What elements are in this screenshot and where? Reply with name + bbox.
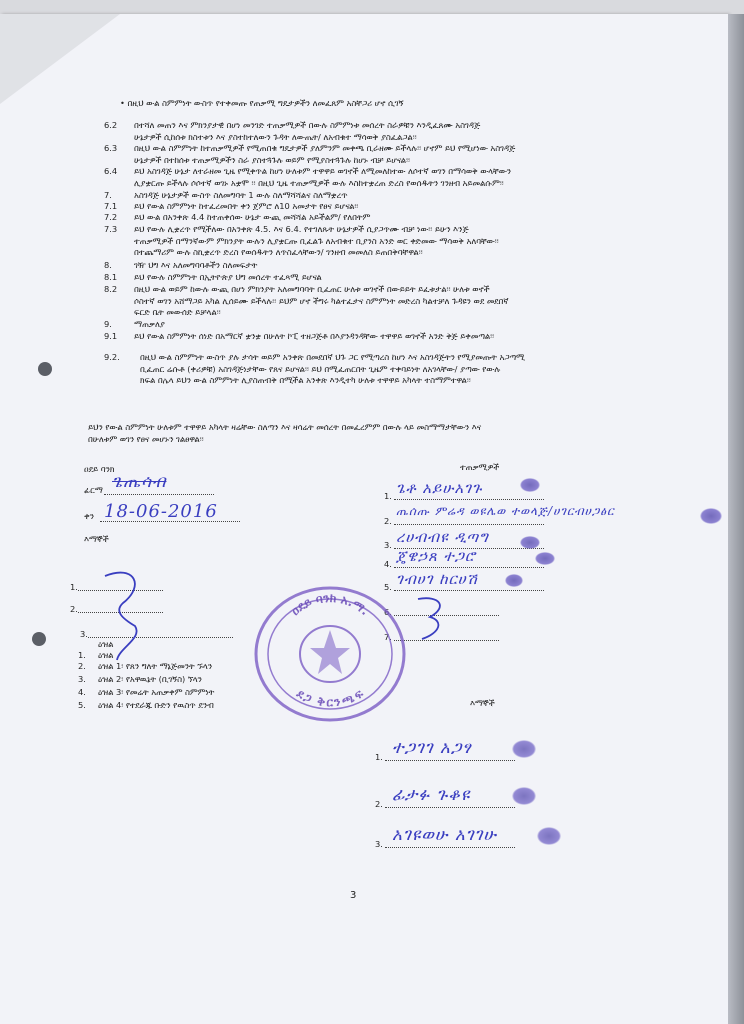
clause-number: 9.1 (104, 331, 118, 341)
bank-title: ዐደይ ባንክ (84, 464, 115, 474)
member-signature: ጌቶ አይሁአገጉ (396, 479, 483, 497)
clause-line: ሊያቋርጡ ይችላሉ ሶሶተኛ ወገኑ አቋሞ ፡፡ በዚህ ጊዜ ተጠቃሚዎች ውሉ እስከተቋረጠ ድረስ የወሰዱትን ገንዘብ አይመልሱም፡፡ (134, 177, 504, 188)
member-signature: ጄዌኃጸ ተጋሮ (396, 547, 476, 565)
page-number: 3 (350, 890, 357, 901)
clause-line: በዚህ ውል ወይም ከውሉ ውጪ በሆነ ምክንያት አለመግባባት ቢፈጠር ሁለቱ ወገኖች በውይይት ይፈቱታል፡፡ ሁለቱ ወኖች (134, 284, 490, 294)
sign-line (104, 494, 214, 495)
attachment-item: ዕዝል 2፡ የአዋዉኔት (ቢገኝስ) ኘላን (98, 674, 202, 684)
clause-number: 8.2 (104, 284, 118, 294)
clause-number: 6.3 (104, 143, 118, 153)
left-witness-num: 3. (80, 629, 88, 639)
left-witness-num: 2. (70, 604, 78, 614)
member-num: 1. (384, 491, 392, 501)
member-line (394, 524, 544, 525)
bottom-witness-line (385, 760, 515, 761)
punch-hole (32, 632, 46, 646)
clause-number: 8. (104, 260, 112, 270)
clause-number: 7.1 (104, 201, 118, 211)
thumbprint (512, 740, 536, 758)
member-num: 2. (384, 516, 392, 526)
clause-number: 7. (104, 190, 112, 200)
date-value: 18-06-2016 (104, 501, 218, 522)
clause-line: ይህ ውል በአንቀጽ 4.4 ከተጠቀሰው ሁኔታ ውጪ መሻሻል አይችልም/ የለበትም (134, 212, 371, 222)
intro-line: • በዚህ ውል ስምምነት ውስጥ የተቀመጡ የጠቃሚ ግዴታዎችን ለመፈጸም አስቸጋሪ ሆኖ ሲገኝ (120, 98, 404, 108)
clause-line: ይህ የውል ስምምነት ሰነድ በአማርኛ ቋንቋ በሁለት ኮፒ ተዘጋጅቶ በእያንዳንዳቸው ተዋዋይ ወገኖች አንድ ቅጅ ይቀመጣል፡፡ (134, 331, 495, 341)
clause-line: ተጠቃሚዎች በማንኛውም ምክንያት ውሉን ሊያቋርጡ ቢፈልጉ ለአብቁተ ቢያንስ አንድ ወር ቀድመው ማሳወቅ አለባቸው፡፡ (134, 235, 499, 246)
bottom-witness-title: እማኞች (470, 698, 495, 708)
member-line (394, 567, 544, 568)
closing-line-2: በሁለቱም ወገን የፀና መሆኑን ገልፀዋል፡፡ (88, 434, 204, 444)
attachment-num: 2. (78, 661, 86, 671)
svg-text:ዐደይ ባንክ አ.ማ. (288, 591, 371, 618)
member-scribble (410, 595, 460, 645)
left-witness-title: እማኞች (84, 534, 109, 544)
member-signature: ገብሀገ ከርሀሽ (396, 570, 478, 588)
attachment-num: 4. (78, 687, 86, 697)
bottom-witness-line (385, 847, 515, 848)
clause-number: 9. (104, 319, 112, 329)
bottom-witness-num: 2. (375, 799, 383, 809)
clause-line: ይህ የውል ስምምነት ከተፈረመበት ቀን ጀምሮ ለ10 አመታት የፀና ይሆናል፡፡ (134, 201, 359, 211)
thumbprint (535, 552, 555, 565)
clause-line: ማጠቃለያ (134, 319, 165, 329)
bottom-witness-signature: ፊታፉ ጉቆዩ (392, 785, 471, 805)
attachments-title: ዕዝል (98, 639, 114, 649)
clause-line: ቢፈጠር ሬሱቶ (ቀሪዎቹ) አስገዳጅነታቸው የጸና ይሆናል፡፡ ይህ በሚፈጠርበት ጊዜም ተቀባይነት ለአገላቸው/ ያጣው የውሉ (140, 363, 501, 374)
attachment-item: ዕዝል 3፡ የመሬት አጠቃቀም ስምምነት (98, 687, 215, 697)
bottom-witness-num: 1. (375, 752, 383, 762)
member-signature: ጤሰጡ ምሬዳ ወዩሌወ ተወላጅ/ሀገርብሀጋፅር (396, 504, 615, 518)
attachment-item: ዕዝል (98, 650, 114, 660)
member-num: 7. (384, 632, 392, 642)
clause-line: ይህ የውሉ ስምምነት በኢትዮጵያ ህግ መሰረት ተፈጻሚ ይሆናል (134, 272, 322, 282)
clause-line: በዚህ ውል ስምምነት ከተጠቃሚዎች የሚጠበቁ ግዴታዎች ያለምንም መቀጫ ቢራዘሙ ይችላሉ፡፡ ሆኖም ይህ የሚሆነው አስገዳጅ (134, 143, 516, 153)
clause-line: ገዥ ህግ እና አለመግባባቶችን ስለመፍታት (134, 260, 258, 270)
clause-line: አስገዳጅ ሁኔታዎች ውስጥ ስለመግባት 1 ውሉ ስለማሻሻልና ስለማቋረጥ (134, 190, 348, 200)
clause-line: በዚህ ውል ስምምነት ውስጥ ያሉ ታሳት ወይም አንቀጽ በመደበኛ ህጉ ጋር የሚጣረስ ከሆነ እና አስገዳጅትን የሚያመጡት አጋጣሚ (140, 352, 525, 362)
member-line (394, 590, 544, 591)
member-num: 6. (384, 607, 392, 617)
bottom-witness-signature: አገዩወሁ አገገሁ (392, 825, 497, 845)
punch-hole (38, 362, 52, 376)
closing-line-1: ይህን የውል ስምምነት ሁለቱም ተዋዋይ አካላት ዛሬቸው ስለጣን እና ዛሳሬት መሰረት በመፈረምም በውሉ ላይ መስማማታቸውን እና (88, 422, 482, 432)
clause-line: ይህ አስገዳጅ ሁኔታ ለተራዘመ ጊዜ የሚቀጥል ከሆነ ሁለቱም ተዋዋይ ወገኖች ለሚመለከተው ለሶተኛ ወገን በማሳወቅ ውላቸውን (134, 166, 512, 176)
beneficiaries-title: ተጠቃሚዎች (460, 462, 500, 472)
bottom-witness-line (385, 807, 515, 808)
clause-line: ፍርድ ቤት መውሰድ ይቻላል፡፡ (134, 307, 221, 317)
clause-number: 6.4 (104, 166, 118, 176)
attachment-item: ዕዝል 4፡ የተደራጁ ቡድን የዉስጥ ደንብ (98, 700, 214, 710)
folded-corner (0, 14, 120, 104)
clause-line: በተጨማሪም ውሉ ስኪቋረጥ ድረስ የወሰዱትን ለጥስፈላቸውን/ ገንዘብ መመለስ ይጠበቅባቸዋል፡፡ (134, 247, 423, 257)
attachment-num: 1. (78, 650, 86, 660)
clause-number: 9.2. (104, 352, 120, 362)
member-num: 5. (384, 582, 392, 592)
stamp-bottom-text: ደጋ ቅርንጫፍ (294, 686, 366, 710)
clause-number: 6.2 (104, 120, 118, 130)
clause-number: 7.2 (104, 212, 118, 222)
clause-line: ሁኔታዎች በተከሰቱ ተጠቃሚዎችን ስራ ያስተጓጉሉ ወይም የሚያስተጓጉሉ ከሆኑ ብቻ ይሆናል፡፡ (134, 154, 410, 165)
member-num: 3. (384, 540, 392, 550)
bottom-witness-signature: ተጋገገ አጋፃ (392, 738, 472, 758)
bank-stamp (250, 582, 410, 722)
thumbprint (700, 508, 722, 524)
svg-text:ደጋ ቅርንጫፍ (293, 686, 365, 710)
thumbprint (520, 536, 540, 549)
clause-number: 7.3 (104, 224, 118, 234)
bank-signature: ጌጤሳብ (112, 472, 167, 492)
stamp-top-text: ዐደይ ባንክ አ.ማ. (288, 590, 372, 619)
clause-line: ክፍል በሌላ ይህን ውል ስምምነት ሊያስጠብቅ በሚችል አንቀጽ እንዲተካ ሁለቱ ተዋዋይ አካላት ተስማምተዋል፡፡ (140, 375, 471, 385)
clause-line: በተሻለ መጠን እና ምክንያታዊ በሆነ መንገድ ተጠቃሚዎች በውሉ ስምምነቱ መሰረት ስራዎቹን እንዲፈጸሙ አስገዳጅ (134, 120, 481, 130)
attachment-item: ዕዝል 1፡ የጸን ግለት ማኔጅመንት ኙላን (98, 661, 213, 671)
thumbprint (505, 574, 523, 587)
thumbprint (520, 478, 540, 492)
clause-line: ሁኔታዎች ሲከሰቱ ክስተቱን እና ያስተከተለውን ጉዳት ለውጤት/ ለአብቁተ ማሳወቅ ያስፈልጋል፡፡ (134, 131, 417, 142)
left-witness-num: 1. (70, 582, 78, 592)
member-num: 4. (384, 559, 392, 569)
date-label: ቀን (84, 511, 94, 521)
thumbprint (537, 827, 561, 845)
member-signature: ረሀብብዩ ዲጣግ (396, 528, 489, 546)
attachment-num: 3. (78, 674, 86, 684)
attachment-num: 5. (78, 700, 86, 710)
clause-number: 8.1 (104, 272, 118, 282)
bottom-witness-num: 3. (375, 839, 383, 849)
page-edge (728, 14, 744, 1024)
sign-label: ፊርማ (84, 485, 103, 495)
thumbprint (512, 787, 536, 805)
member-line (394, 499, 544, 500)
clause-line: ይህ የውሉ ሊቋረጥ የሚችለው በአንቀጽ 4.5. እና 6.4. የተገለጹት ሁኔታዎች ሲያጋጥሙ ብቻ ነው፡፡ ይሁን እንጅ (134, 224, 469, 234)
clause-line: ሶስተኛ ወገን አሸማጋይ አካል ሊሰይሙ ይችላሉ፡፡ ይህም ሆኖ ችግሩ ካልተፈታና ስምምነት መድረስ ካልተቻለ ጉዳዩን ወደ መደበኛ (134, 295, 509, 306)
